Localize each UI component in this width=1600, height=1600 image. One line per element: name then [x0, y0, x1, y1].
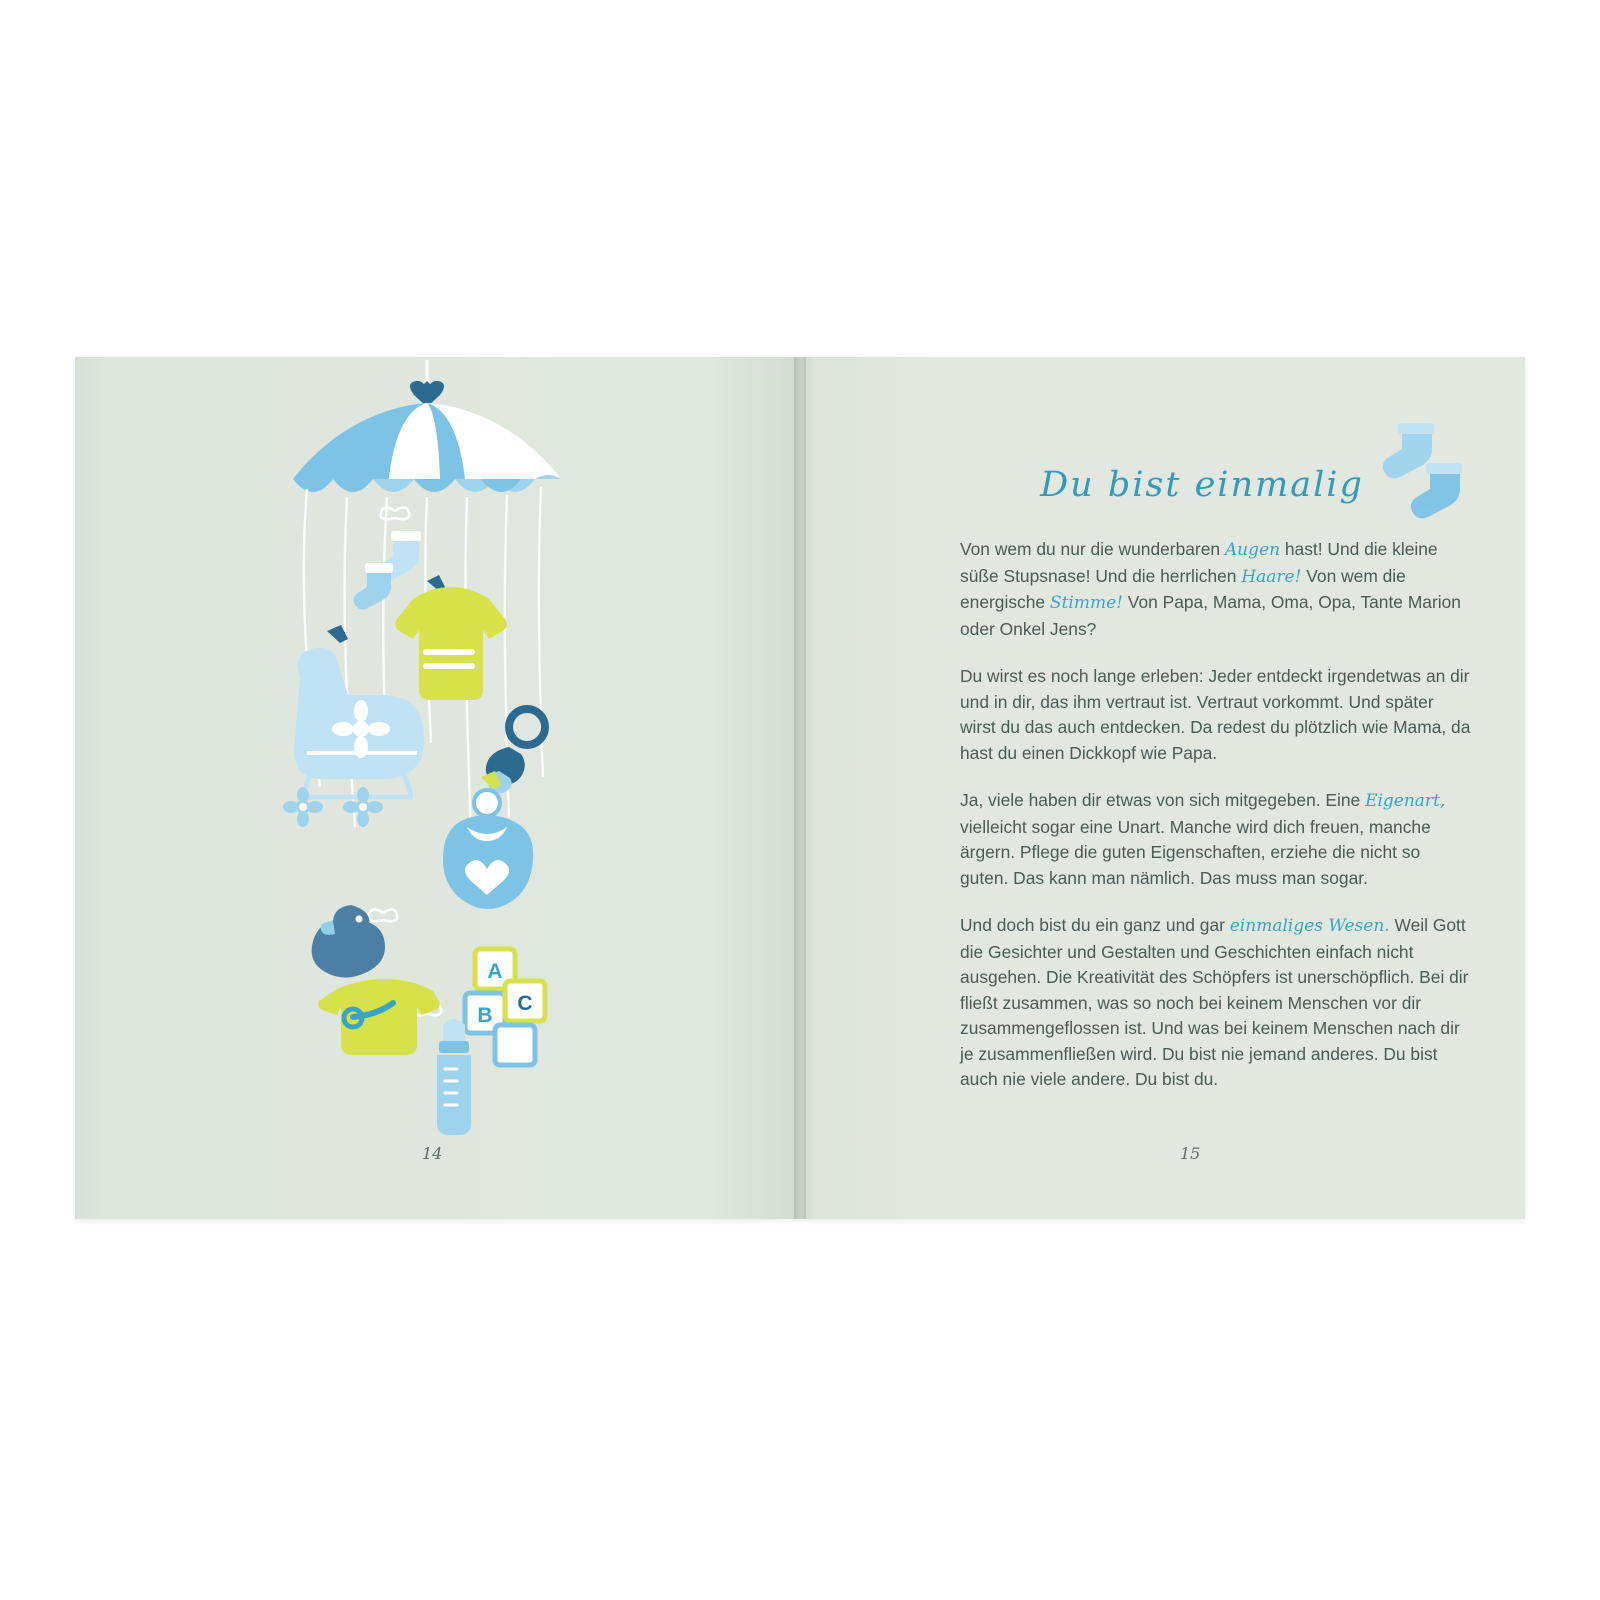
svg-text:A: A — [487, 960, 503, 983]
blocks — [465, 949, 545, 1065]
pram — [283, 625, 424, 827]
duck — [312, 905, 385, 978]
socks — [354, 531, 421, 609]
onesie — [395, 575, 507, 700]
highlight-haare: Haare! — [1241, 566, 1302, 587]
page-number-left: 14 — [422, 1144, 443, 1163]
svg-text:B: B — [477, 1004, 493, 1027]
paragraph-4: Und doch bist du ein ganz und gar einmaliges Wesen. Weil Gott die Gesichter und Gestalten und Geschichten einfach nicht ausgehen. Die Kreativität des Schöpfers ist unerschöpflich. Bei dir fließt zusammen, was so noch bei keinem Menschen vor dir zusammengeflossen ist. Und was bei keinem Menschen nach dir je zusammenfließen wird. Du bist nie jemand anderes. Du bist auch nie viele andere. Du bist du. — [960, 915, 1469, 1089]
highlight-stimme: Stimme! — [1049, 593, 1123, 613]
baby-bottle — [437, 1019, 471, 1135]
left-page — [75, 357, 800, 1219]
book-spread — [75, 357, 1525, 1219]
highlight-einmaliges-wesen: einmaliges Wesen. — [1229, 916, 1390, 936]
right-page — [800, 357, 1525, 1219]
page-title: Du bist einmalig — [1040, 465, 1364, 505]
page-number-right: 15 — [1180, 1144, 1201, 1163]
highlight-eigenart: Eigenart, — [1365, 791, 1446, 811]
paragraph-1: Von wem du nur die wunderbaren Augen hast! Und die kleine süße Stupsnase! Und die herrlichen Haare! Von wem die energische Stimme! Von Papa, Mama, Oma, Opa, Tante Marion oder Onkel Jens? — [960, 539, 1461, 639]
paragraph-2: Du wirst es noch lange erleben: Jeder entdeckt irgendetwas an dir und in dir, das ihm vertraut ist. Vertraut vorkommt. Und später wirst du das auch entdecken. Da redest du plötzlich wie Mama, da hast du einen Dickkopf wie Papa. — [960, 666, 1471, 763]
canopy — [293, 403, 561, 492]
highlight-augen: Augen — [1224, 540, 1281, 560]
bib — [443, 771, 533, 909]
romper — [318, 979, 440, 1055]
svg-text:C: C — [517, 992, 533, 1015]
body-text — [960, 537, 1472, 1115]
paragraph-3: Ja, viele haben dir etwas von sich mitgegeben. Eine Eigenart, vielleicht sogar eine Unart. Manche wird dich freuen, manche ärgern. Pflege die guten Eigenschaften, erziehe die nicht so guten. Das kann man nämlich. Das muss man sogar. — [960, 790, 1446, 888]
baby-mobile-illustration — [75, 357, 800, 1219]
